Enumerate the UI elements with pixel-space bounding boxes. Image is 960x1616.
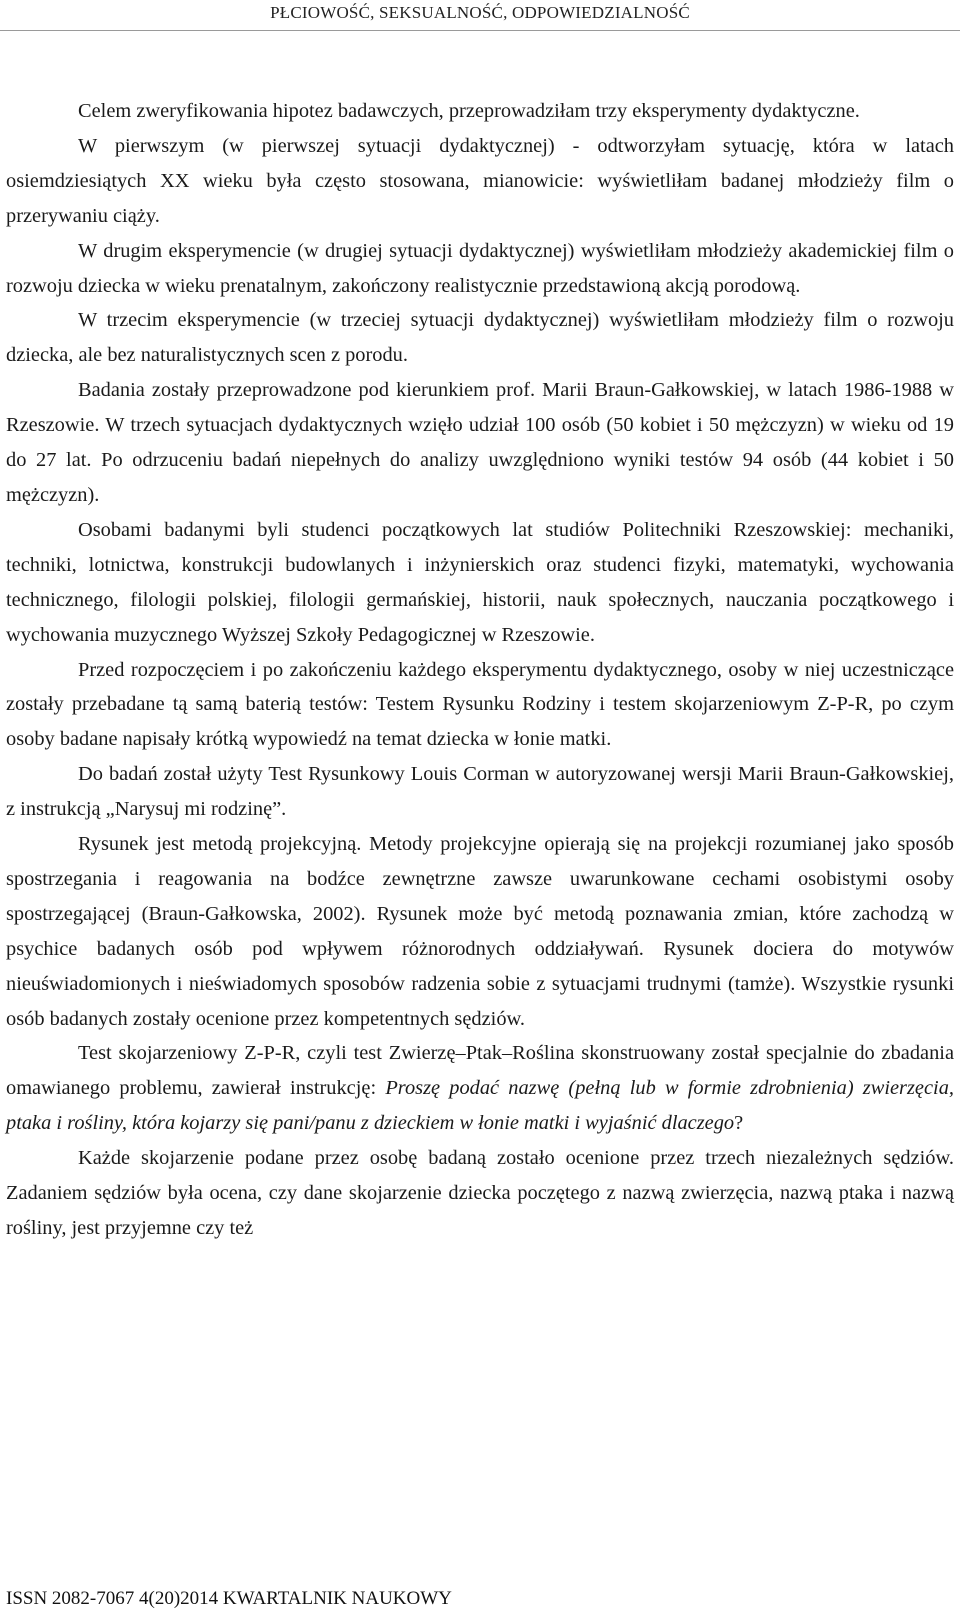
paragraph-research-conditions: Badania zostały przeprowadzone pod kierunkiem prof. Marii Braun-Gałkowskiej, w latach 1986-1988 w Rzeszowie. W trzech sytuacjach dydaktycznych wzięło udział 100 osób (50 kobiet i 50 mężczyzn) w wieku od 19 do 27 lat. Po odrzuceniu badań niepełnych do analizy uwzględniono wyniki testów 94 osób (44 kobiet i 50 mężczyzn). (6, 379, 954, 506)
paragraph-zpr-test (6, 1036, 954, 1141)
header-divider (0, 30, 960, 31)
paragraph-hypotheses: Celem zweryfikowania hipotez badawczych, przeprowadziłam trzy eksperymenty dydaktyczne. (78, 100, 860, 122)
paragraph-drawing-test: Do badań został użyty Test Rysunkowy Louis Corman w autoryzowanej wersji Marii Braun-Gałkowskiej, z instrukcją „Narysuj mi rodzinę”. (6, 763, 954, 821)
paragraph-third-experiment: W trzecim eksperymencie (w trzeciej sytuacji dydaktycznej) wyświetliłam młodzieży film o rozwoju dziecka, ale bez naturalistycznych scen z porodu. (6, 309, 954, 367)
zpr-lead-text: Test skojarzeniowy Z-P-R, czyli test Zwierzę–Ptak–Roślina skonstruowany został specjalnie do zbadania omawianego problemu, zawierał instrukcję: (6, 1042, 954, 1100)
paragraph-second-experiment: W drugim eksperymencie (w drugiej sytuacji dydaktycznej) wyświetliłam młodzieży akademickiej film o rozwoju dziecka w wieku prenatalnym, zakończony realistycznie przedstawioną akcją porodową. (6, 239, 954, 297)
paragraph-participants: Osobami badanymi byli studenci początkowych lat studiów Politechniki Rzeszowskiej: mechaniki, techniki, lotnictwa, konstrukcji budowlanych i inżynierskich oraz studenci fizyki, matematyki, wychowania technicznego, filologii polskiej, filologii germańskiej, historii, nauk społecznych, nauczania początkowego i wychowania muzycznego Wyższej Szkoły Pedagogicznej w Rzeszowie. (6, 518, 954, 646)
journal-footer: ISSN 2082-7067 4(20)2014 KWARTALNIK NAUKOWY (6, 1588, 452, 1609)
running-header: PŁCIOWOŚĆ, SEKSUALNOŚĆ, ODPOWIEDZIALNOŚĆ (270, 3, 690, 22)
paragraph-test-battery: Przed rozpoczęciem i po zakończeniu każdego eksperymentu dydaktycznego, osoby w niej uczestniczące zostały przebadane tą samą baterią testów: Testem Rysunku Rodziny i testem skojarzeniowym Z-P-R, po czym osoby badane napisały krótką wypowiedź na temat dziecka w łonie matki. (6, 658, 954, 751)
paragraph-judges: Każde skojarzenie podane przez osobę badaną zostało ocenione przez trzech niezależnych sędziów. Zadaniem sędziów była ocena, czy dane skojarzenie dziecka poczętego z nazwą zwierzęcia, nazwą ptaka i nazwą rośliny, jest przyjemne czy też (6, 1147, 954, 1239)
paragraph-projective-method: Rysunek jest metodą projekcyjną. Metody projekcyjne opierają się na projekcji rozumianej jako sposób spostrzegania i reagowania na bodźce zewnętrzne zawsze uwarunkowane cechami osobistymi osoby spostrzegającej (Braun-Gałkowska, 2002). Rysunek może być metodą poznawania zmian, które zachodzą w psychice badanych osób pod wpływem różnorodnych oddziaływań. Rysunek dociera do motywów nieuświadomionych i nieświadomych sposobów radzenia sobie z sytuacjami trudnymi (tamże). Wszystkie rysunki osób badanych zostały ocenione przez kompetentnych sędziów. (6, 833, 954, 1030)
paragraph-first-experiment: W pierwszym (w pierwszej sytuacji dydaktycznej) - odtworzyłam sytuację, która w latach osiemdziesiątych XX wieku była często stosowana, mianowicie: wyświetliłam badanej młodzieży film o przerywaniu ciąży. (6, 134, 954, 227)
article-body (6, 94, 954, 1246)
zpr-tail-text: ? (734, 1112, 744, 1135)
zpr-instruction-text: Proszę podać nazwę (pełną lub w formie zdrobnienia) zwierzęcia, ptaka i rośliny, która kojarzy się pani/panu z dzieckiem w łonie matki i wyjaśnić dlaczego (6, 1077, 954, 1135)
